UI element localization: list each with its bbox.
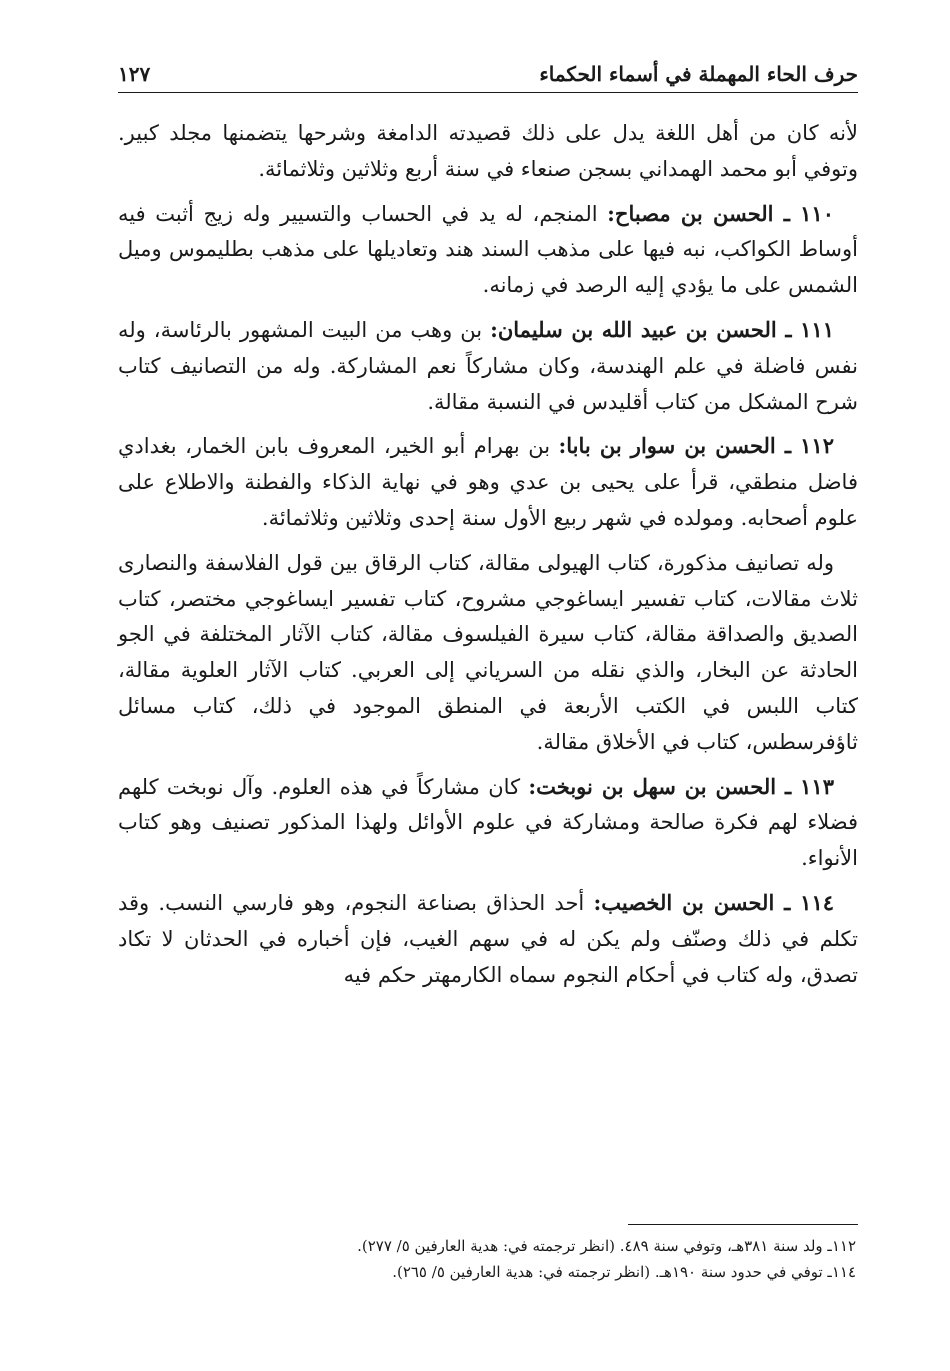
paragraph: [118, 115, 858, 188]
document-page: [118, 52, 859, 1281]
footnote: ١١٤ـ توفي في حدود سنة ١٩٠هـ. (انظر ترجمته في: هدية العارفين ٥/ ٢٦٥).: [392, 1263, 856, 1281]
paragraph-text: وله تصانيف مذكورة، كتاب الهيولى مقالة، كتاب الرقاق بين قول الفلاسفة والنصارى ثلاث مقالات، كتاب تفسير ايساغوجي مشروح، كتاب تفسير ايساغوجي مختصر، كتاب الصديق والصداقة مقالة، كتاب سيرة الفيلسوف مقالة، كتاب الآثار المختلفة في الجو الحادثة عن البخار، والذي نقله من السرياني إلى العربي. كتاب الآثار العلوية مقالة، كتاب اللبس في الكتب الأربعة في المنطق الموجود في ذلك، كتاب مسائل ثاؤفرسطس، كتاب في الأخلاق مقالة.: [118, 550, 858, 754]
entry-heading: ١١٣ ـ الحسن بن سهل بن نوبخت:: [528, 773, 834, 799]
paragraph-text: لأنه كان من أهل اللغة يدل على ذلك قصيدته الدامغة وشرحها يتضمنها مجلد كبير. وتوفي أبو محمد الهمداني بسجن صنعاء في سنة أربع وثلاثين وثلاثمائة.: [118, 121, 859, 181]
footnote-divider: [628, 1224, 858, 1225]
entry-113: [118, 769, 858, 877]
paragraph-text: المنجم، له يد في الحساب والتسيير وله زيج أثبت فيه أوساط الكواكب، نبه فيها على مذهب السند هند وتعاديلها على مذهب بطليموس وميل الشمس على ما يؤدي إليه الرصد في زمانه.: [118, 201, 858, 298]
paragraph-text: أحد الحذاق بصناعة النجوم، وهو فارسي النسب. وقد تكلم في ذلك وصنّف ولم يكن له في سهم الغيب، فإن أخباره في الحدثان لا تكاد تصدق، وله كتاب في أحكام النجوم سماه الكارمهتر حكم فيه: [118, 890, 858, 987]
running-header: [118, 52, 858, 93]
entry-heading: ١١٢ ـ الحسن بن سوار بن بابا:: [558, 433, 834, 459]
entry-110: [118, 196, 858, 304]
paragraph-text: بن بهرام أبو الخير، المعروف بابن الخمار، بغدادي فاضل منطقي، قرأ على يحيى بن عدي وهو في نهاية الذكاء والفطنة والاطلاع على علوم أصحابه. ومولده في شهر ربيع الأول سنة إحدى وثلاثين وثلاثمائة.: [118, 434, 858, 530]
header-title: حرف الحاء المهملة في أسماء الحكماء: [539, 62, 858, 86]
paragraph-text: بن وهب من البيت المشهور بالرئاسة، وله نفس فاضلة في علم الهندسة، وكان مشاركاً نعم المشاركة. وله من التصانيف كتاب شرح المشكل من كتاب أقليدس في النسبة مقالة.: [118, 317, 858, 414]
entry-111: [118, 312, 858, 420]
page-number: ١٢٧: [118, 62, 151, 86]
entry-112: [118, 428, 858, 536]
entry-heading: ١١٠ ـ الحسن بن مصباح:: [607, 200, 834, 226]
entry-heading: ١١٤ ـ الحسن بن الخصيب:: [593, 889, 835, 915]
footnote: ١١٢ـ ولد سنة ٣٨١هـ، وتوفي سنة ٤٨٩. (انظر ترجمته في: هدية العارفين ٥/ ٢٧٧).: [357, 1237, 856, 1255]
footnotes: [118, 1224, 858, 1285]
entry-heading: ١١١ ـ الحسن بن عبيد الله بن سليمان:: [490, 316, 834, 342]
body-text: [118, 115, 858, 993]
paragraph-text: كان مشاركاً في هذه العلوم. وآل نوبخت كلهم فضلاء لهم فكرة صالحة ومشاركة في علوم الأوائل ولهذا المذكور تصنيف وهو كتاب الأنواء.: [118, 774, 858, 871]
entry-112-works: [118, 545, 858, 761]
entry-114: [118, 885, 858, 993]
